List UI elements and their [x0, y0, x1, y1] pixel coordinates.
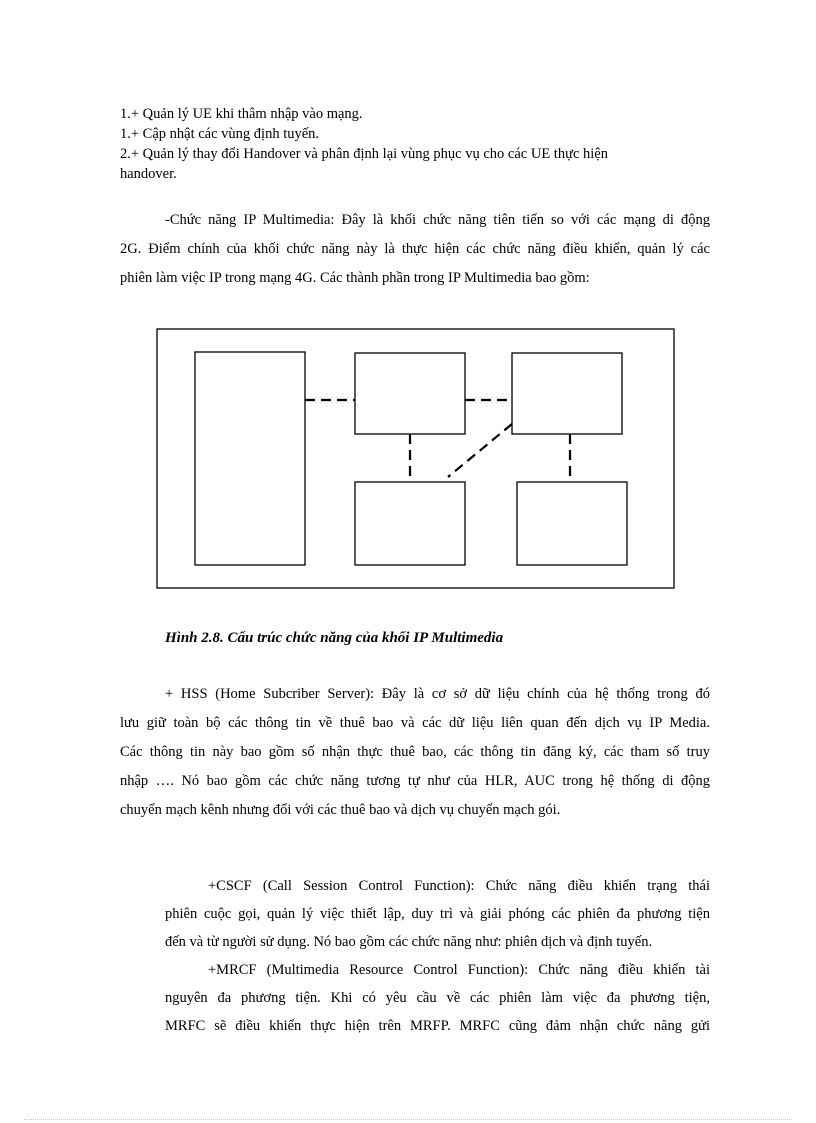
paragraph-line: +MRCF (Multimedia Resource Control Function): Chức năng điều khiển tài [208, 962, 710, 978]
list-item: 1.+ Quản lý UE khi thâm nhập vào mạng. [120, 106, 363, 122]
page-bottom-divider [24, 1119, 792, 1120]
connector-top-right-to-bottom-middle [448, 424, 512, 477]
paragraph-line: -Chức năng IP Multimedia: Đây là khối chức năng tiên tiến so với các mạng di động [165, 212, 710, 228]
paragraph-line: nhập …. Nó bao gồm các chức năng tương tự như của HLR, AUC trong hệ thống di động [120, 773, 710, 789]
paragraph-line: +CSCF (Call Session Control Function): Chức năng điều khiển trạng thái [208, 878, 710, 894]
paragraph-line: lưu giữ toàn bộ các thông tin về thuê bao và các dữ liệu liên quan đến dịch vụ IP Media. [120, 715, 710, 731]
list-item: 2.+ Quản lý thay đổi Handover và phân định lại vùng phục vụ cho các UE thực hiện [120, 146, 608, 162]
paragraph-line: 2G. Điểm chính của khối chức năng này là thực hiện các chức năng điều khiển, quản lý các [120, 241, 710, 257]
paragraph-line: chuyển mạch kênh nhưng đối với các thuê bao và dịch vụ chuyển mạch gói. [120, 802, 561, 818]
diagram-block-left [195, 352, 305, 565]
list-item: handover. [120, 166, 177, 182]
diagram-block-bottom-middle [355, 482, 465, 565]
paragraph-line: nguyên đa phương tiện. Khi có yêu cầu về các phiên làm việc đa phương tiện, [165, 990, 710, 1006]
paragraph-line: MRFC sẽ điều khiển thực hiện trên MRFP. MRFC cũng đảm nhận chức năng gửi [165, 1018, 710, 1034]
paragraph-line: đến và từ người sử dụng. Nó bao gồm các chức năng như: phiên dịch và định tuyến. [165, 934, 653, 950]
list-item: 1.+ Cập nhật các vùng định tuyến. [120, 126, 320, 142]
figure-caption: Hình 2.8. Cấu trúc chức năng của khối IP Multimedia [165, 630, 504, 646]
paragraph-line: phiên cuộc gọi, quản lý việc thiết lập, duy trì và giải phóng các phiên đa phương tiện [165, 906, 710, 922]
diagram-frame [157, 329, 674, 588]
paragraph-line: + HSS (Home Subcriber Server): Đây là cơ sở dữ liệu chính của hệ thống trong đó [165, 686, 710, 702]
paragraph-line: phiên làm việc IP trong mạng 4G. Các thành phần trong IP Multimedia bao gồm: [120, 270, 590, 286]
diagram-block-bottom-right [517, 482, 627, 565]
diagram-block-top-middle [355, 353, 465, 434]
paragraph-line: Các thông tin này bao gồm số nhận thực thuê bao, các thông tin đăng ký, các tham số truy [120, 744, 710, 760]
diagram-block-top-right [512, 353, 622, 434]
